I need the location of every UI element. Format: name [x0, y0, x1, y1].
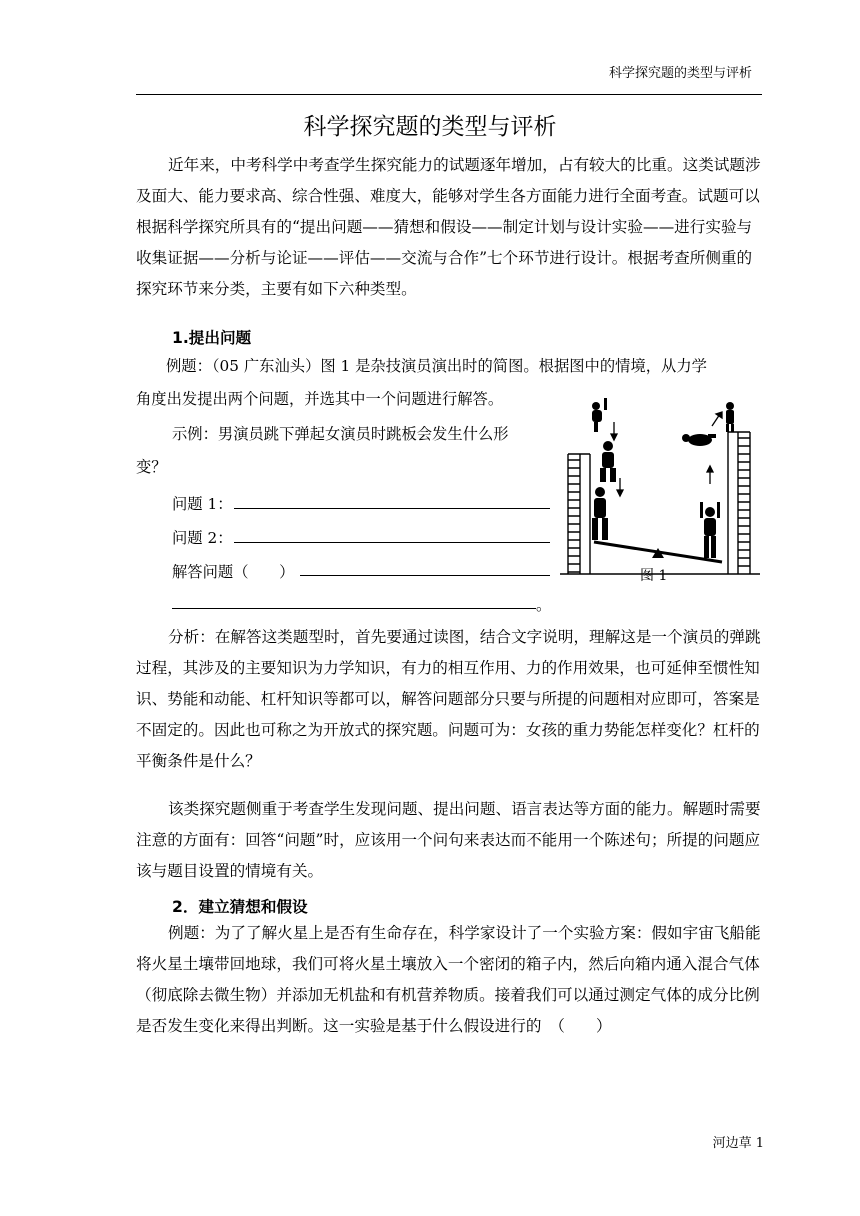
falling-performer: [592, 398, 607, 432]
flipping-performer: [682, 434, 716, 446]
answer-end-mark: 。: [536, 596, 552, 614]
answer-blank-line2[interactable]: [172, 608, 536, 609]
figure-caption: 图 1: [640, 568, 668, 584]
answer-label: 解答问题（ ）: [172, 563, 295, 581]
question2-blank[interactable]: [234, 542, 550, 543]
page-footer: 河边草 1: [712, 1136, 764, 1151]
example1-line2: 角度出发提出两个问题，并选其中一个问题进行解答。: [136, 390, 504, 408]
left-ladder: [568, 454, 590, 574]
sample-line2: 变？: [136, 458, 167, 476]
right-ladder: [728, 432, 750, 574]
top-right-performer: [726, 402, 734, 432]
jumping-performer: [600, 441, 616, 482]
document-title: 科学探究题的类型与评析: [303, 114, 557, 140]
analysis-paragraph: 分析：在解答这类题型时，首先要通过读图，结合文字说明，理解这是一个演员的弹跳过程，其涉及的主要知识为力学知识，有力的相互作用、力的作用效果，也可延伸至惯性知识、势能和动能、杠杆知识等都可以，解答问题部分只要与所提的问题相对应即可，答案是不固定的。因此也可称之为开放式的探究题。问题可为：女孩的重力势能怎样变化？杠杆的平衡条件是什么？: [136, 628, 761, 770]
intro-paragraph: 近年来，中考科学中考查学生探究能力的试题逐年增加，占有较大的比重。这类试题涉及面大、能力要求高、综合性强、难度大，能够对学生各方面能力进行全面考查。试题可以根据科学探究所具有的“提出问题——猜想和假设——制定计划与设计实验——进行实验与收集证据——分析与论证——评估——交流与合作”七个环节进行设计。根据考查所侧重的探究环节来分类，主要有如下六种类型。: [136, 156, 761, 298]
motion-arrows: [611, 412, 722, 496]
question1-blank[interactable]: [234, 508, 550, 509]
question2-label: 问题 2：: [172, 529, 233, 547]
running-header: 科学探究题的类型与评析: [608, 66, 752, 81]
section2-heading: 2．建立猜想和假设: [172, 898, 308, 916]
example2-paragraph: 例题：为了了解火星上是否有生命存在，科学家设计了一个实验方案：假如宇宙飞船能将火星土壤带回地球，我们可将火星土壤放入一个密闭的箱子内，然后向箱内通入混合气体（彻底除去微生物）并添加无机盐和有机营养物质。接着我们可以通过测定气体的成分比例是否发生变化来得出判断。这一实验是基于什么假设进行的 （ ）: [136, 924, 761, 1035]
section1-heading: 1.提出问题: [172, 329, 252, 347]
header-rule: [136, 94, 762, 95]
answer-blank[interactable]: [300, 575, 550, 576]
summary-paragraph: 该类探究题侧重于考查学生发现问题、提出问题、语言表达等方面的能力。解题时需要注意的方面有：回答“问题”时，应该用一个问句来表达而不能用一个陈述句；所提的问题应该与题目设置的情境有关。: [136, 800, 761, 880]
question1-label: 问题 1：: [172, 495, 233, 513]
sample-line1: 示例：男演员跳下弹起女演员时跳板会发生什么形: [172, 425, 509, 443]
example1-line1: 例题：（05 广东汕头）图 1 是杂技演员演出时的简图。根据图中的情境，从力学: [166, 357, 707, 375]
male-performer: [592, 487, 608, 540]
female-performer: [700, 502, 720, 558]
acrobat-figure: [560, 392, 760, 582]
